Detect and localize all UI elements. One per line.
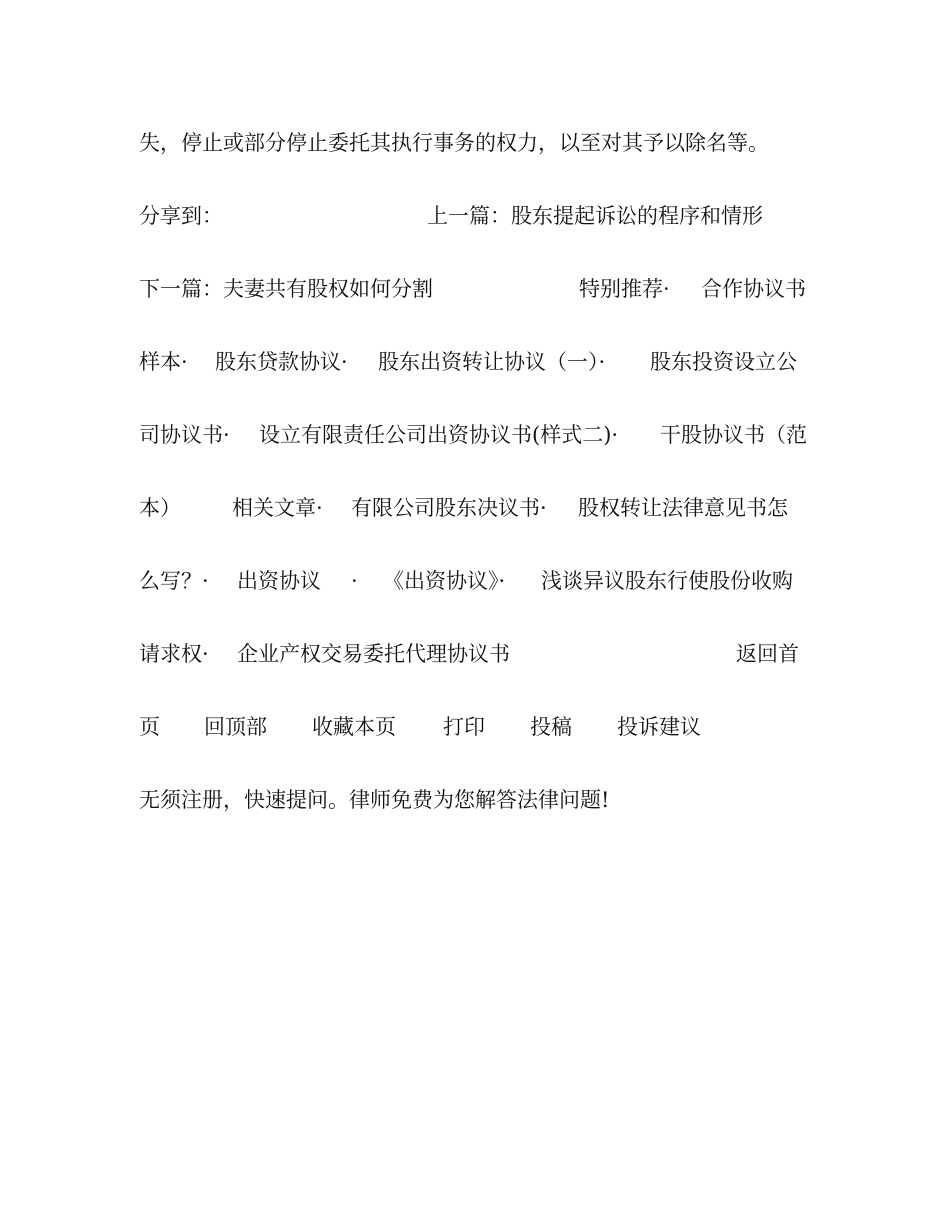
recommend-link-6[interactable]: 干股协议书（范 [660, 423, 807, 447]
share-label: 分享到： [139, 204, 223, 228]
related-link-5-cont[interactable]: 请求权· [139, 642, 209, 666]
recommend-label: 特别推荐· [579, 277, 670, 301]
related-label: 相关文章· [232, 496, 323, 520]
recommend-link-3[interactable]: 股东出资转让协议（一）· [378, 350, 606, 374]
recommend-link-1[interactable]: 合作协议书 [701, 277, 806, 301]
recommend-link-4[interactable]: 股东投资设立公 [650, 350, 797, 374]
submit-article-link[interactable]: 投稿 [530, 715, 572, 739]
recommend-link-2[interactable]: 股东贷款协议· [215, 350, 348, 374]
related-separator: · [351, 569, 358, 593]
ask-lawyer-text[interactable]: 无须注册，快速提问。律师免费为您解答法律问题! [139, 788, 610, 812]
back-to-top-link[interactable]: 回顶部 [204, 715, 267, 739]
home-link-cont[interactable]: 页 [139, 715, 160, 739]
body-text: 失，停止或部分停止委托其执行事务的权力，以至对其予以除名等。 [139, 131, 769, 155]
related-link-2-cont[interactable]: 么写？· [139, 569, 209, 593]
next-article-link[interactable]: 下一篇：夫妻共有股权如何分割 [139, 277, 433, 301]
related-link-4[interactable]: 《出资协议》· [383, 569, 506, 593]
prev-article-link[interactable]: 上一篇：股东提起诉讼的程序和情形 [427, 204, 763, 228]
related-link-2[interactable]: 股权转让法律意见书怎 [578, 496, 788, 520]
recommend-link-6-cont[interactable]: 本） [139, 496, 181, 520]
related-link-3[interactable]: 出资协议 [237, 569, 321, 593]
related-link-5[interactable]: 浅谈异议股东行使股份收购 [541, 569, 793, 593]
recommend-link-1-cont[interactable]: 样本· [139, 350, 188, 374]
related-link-1[interactable]: 有限公司股东决议书· [351, 496, 547, 520]
home-link[interactable]: 返回首 [736, 642, 799, 666]
related-link-6[interactable]: 企业产权交易委托代理协议书 [237, 642, 510, 666]
recommend-link-5[interactable]: 设立有限责任公司出资协议书(样式二)· [259, 423, 619, 447]
bookmark-link[interactable]: 收藏本页 [312, 715, 396, 739]
complaint-link[interactable]: 投诉建议 [617, 715, 701, 739]
recommend-link-4-cont[interactable]: 司协议书· [139, 423, 230, 447]
print-link[interactable]: 打印 [443, 715, 485, 739]
